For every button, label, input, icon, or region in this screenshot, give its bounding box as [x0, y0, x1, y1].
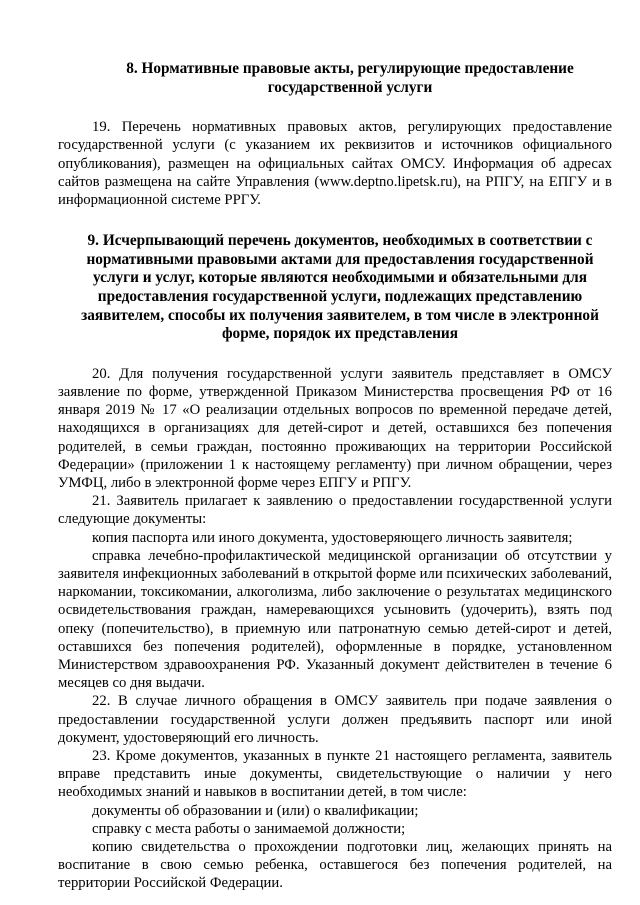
spacer — [58, 209, 612, 232]
paragraph-21-item-passport: копия паспорта или иного документа, удостоверяющего личность заявителя; — [92, 529, 573, 546]
paragraph-21-item-medical-certificate: справка лечебно-профилактической медицинской организации об отсутствии у заявителя инфекционных заболеваний в открытой форме или психических заболеваний, наркомании, токсикомании, алкоголизма, либо заключение о результатах медицинского освидетельствования граждан, намеревающихся усыновить (удочерить), взять под опеку (попечительство), в приемную или патронатную семью детей-сирот и детей, оставшихся без попечения родителей), оформленные в порядке, установленном Министерством здравоохранения РФ. Указанный документ действителен в течение 6 месяцев со дня выдачи. — [58, 547, 612, 692]
section-8-heading: 8. Нормативные правовые акты, регулирующие предоставление государственной услуги — [126, 60, 574, 96]
section-9-heading: 9. Исчерпывающий перечень документов, необходимых в соответствии с нормативными правовыми актами для предоставления государственной услуги и услуг, которые являются необходимыми и обязательными для предоставления государственной услуги, подлежащих представлению заявителем, способы их получения заявителем, в том числе в электронной форме, порядок их представления — [81, 232, 599, 343]
document-page — [58, 60, 612, 893]
paragraph-23-item-work-certificate: справку с места работы о занимаемой должности; — [92, 820, 406, 837]
paragraph-23-item-training-certificate: копию свидетельства о прохождении подготовки лиц, желающих принять на воспитание в свою семью ребенка, оставшегося без попечения родителей, на территории Российской Федерации. — [58, 839, 612, 892]
paragraph-21: 21. Заявитель прилагает к заявлению о предоставлении государственной услуги следующие документы: — [58, 493, 612, 528]
paragraph-23-item-education: документы об образовании и (или) о квалификации; — [92, 802, 419, 819]
paragraph-19: 19. Перечень нормативных правовых актов, регулирующих предоставление государственной услуги (с указанием их реквизитов и источников официального опубликования), размещен на официальных сайтах ОМСУ. Информация об адресах сайтов размещена на сайте Управления (www.deptno.lipetsk.ru), на РПГУ, на ЕПГУ и в информационной системе РРГУ. — [58, 119, 612, 208]
paragraph-20: 20. Для получения государственной услуги заявитель представляет в ОМСУ заявление по форме, утвержденной Приказом Министерства просвещения РФ от 16 января 2019 № 17 «О реализации отдельных вопросов по временной передаче детей, находящихся в организациях для детей-сирот и детей, оставшихся без попечения родителей, в семьи граждан, постоянно проживающих на территории Российской Федерации» (приложении 1 к настоящему регламенту) при личном обращении, через УМФЦ, либо в электронной форме через ЕПГУ и РПГУ. — [58, 365, 612, 491]
paragraph-22: 22. В случае личного обращения в ОМСУ заявитель при подаче заявления о предоставлении государственной услуги должен предъявить паспорт или иной документ, удостоверяющий его личность. — [58, 693, 612, 746]
paragraph-23: 23. Кроме документов, указанных в пункте 21 настоящего регламента, заявитель вправе представить иные документы, свидетельствующие о наличии у него необходимых знаний и навыков в воспитании детей, в том числе: — [58, 748, 612, 801]
spacer — [58, 97, 612, 118]
spacer — [58, 344, 612, 365]
